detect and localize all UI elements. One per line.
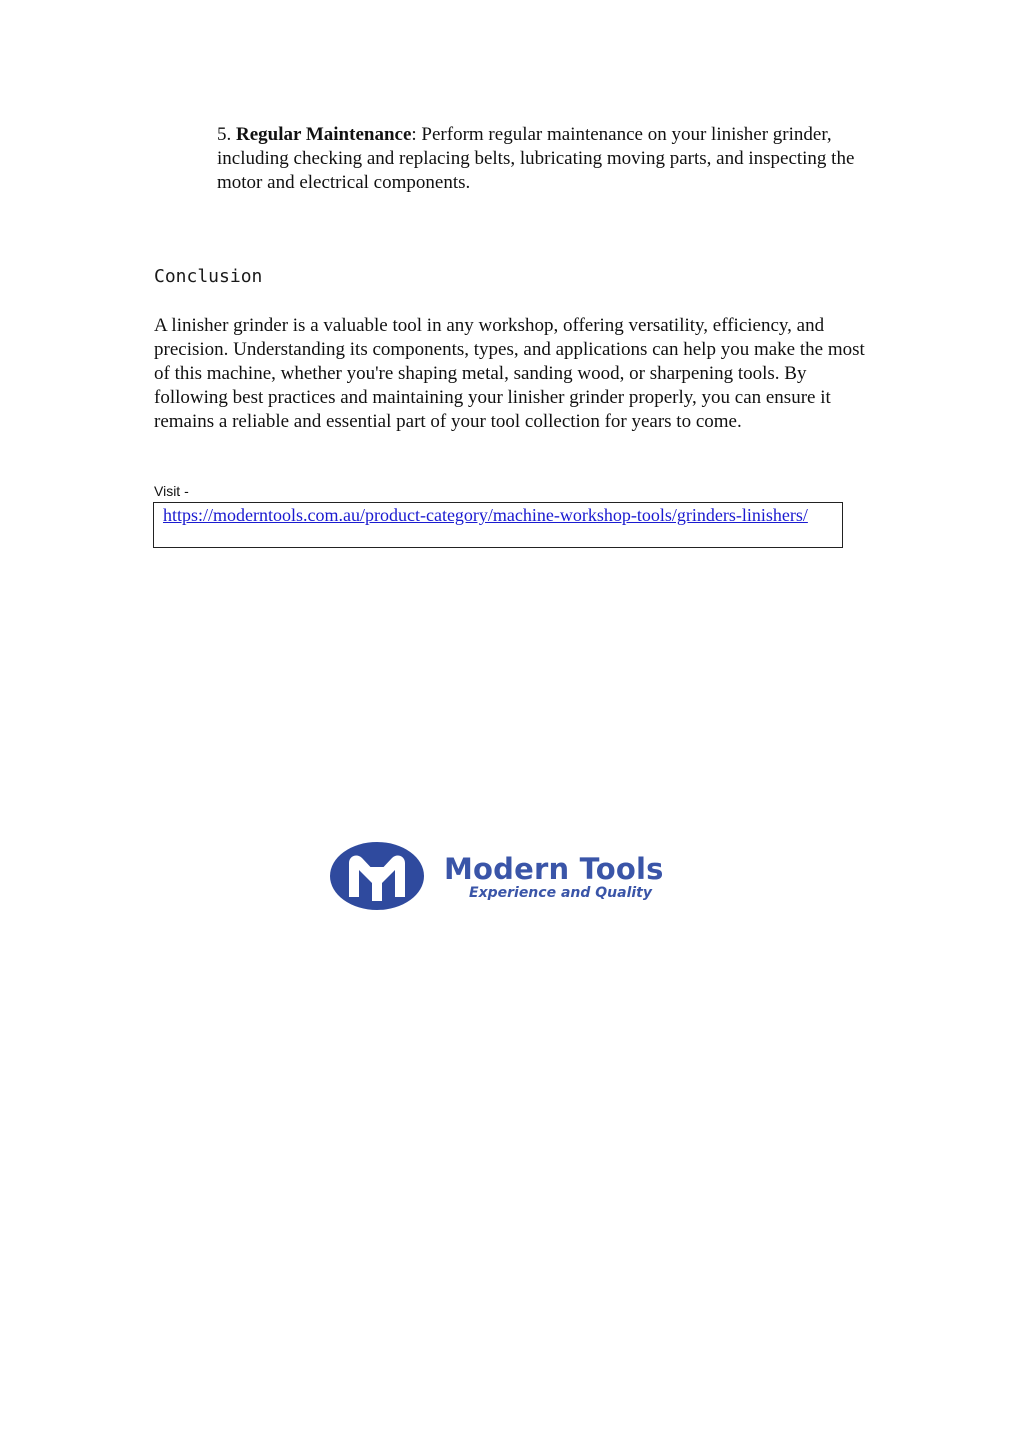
logo-title: Modern Tools — [444, 852, 664, 886]
visit-label: Visit - — [154, 483, 189, 499]
list-item-title: Regular Maintenance — [236, 124, 412, 145]
maintenance-list-item — [217, 123, 867, 195]
list-item-text: : Perform regular maintenance on your linisher grinder, including checking and replacing belts, lubricating moving parts, and inspecting the motor and electrical components. — [217, 124, 855, 193]
logo-mark-icon — [329, 841, 425, 911]
link-box — [153, 502, 843, 548]
modern-tools-logo — [326, 836, 706, 916]
product-category-link[interactable]: https://moderntools.com.au/product-category/machine-workshop-tools/grinders-linishers/ — [163, 505, 808, 525]
list-item-number: 5. — [217, 124, 232, 145]
conclusion-paragraph: A linisher grinder is a valuable tool in any workshop, offering versatility, efficiency, and precision. Understanding its components, types, and applications can help you make the most of this machine, whether you're shaping metal, sanding wood, or sharpening tools. By following best practices and maintaining your linisher grinder properly, you can ensure it remains a reliable and essential part of your tool collection for years to come. — [154, 315, 865, 432]
logo-tagline: Experience and Quality — [469, 885, 652, 901]
conclusion-heading: Conclusion — [154, 266, 263, 287]
